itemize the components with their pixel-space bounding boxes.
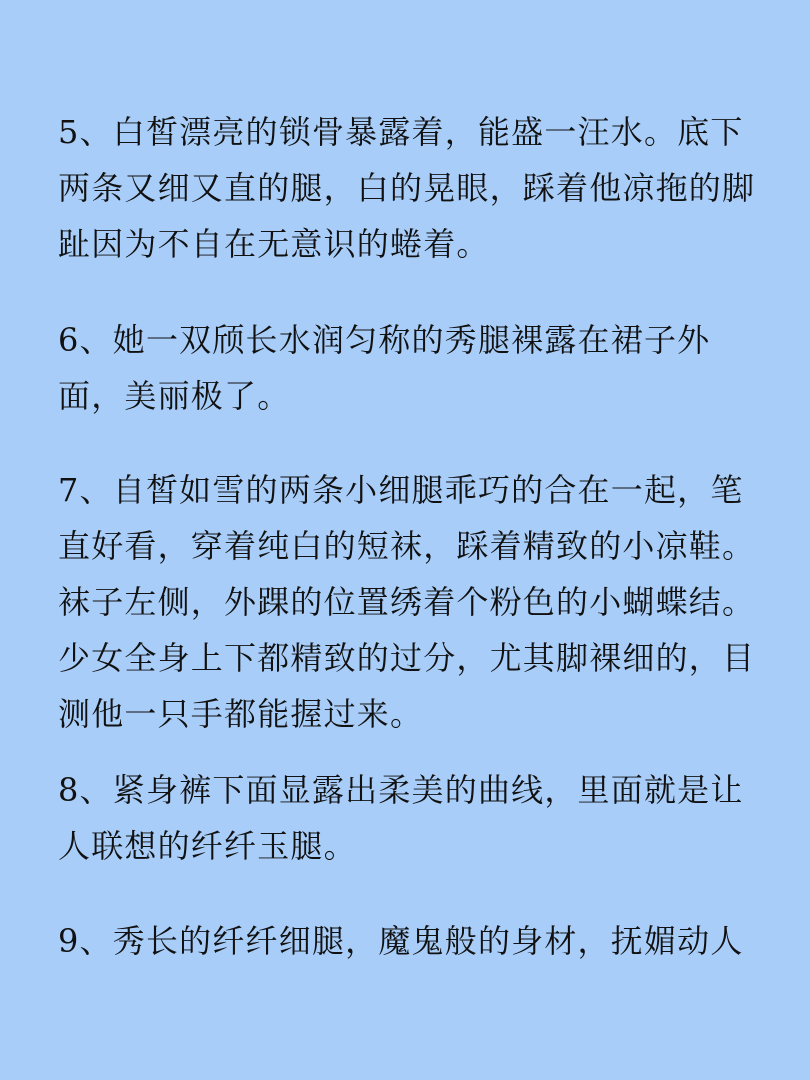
paragraph-5: 5、白皙漂亮的锁骨暴露着，能盛一汪水。底下两条又细又直的腿，白的晃眼，踩着他凉拖的脚趾因为不自在无意识的蜷着。	[58, 113, 756, 263]
paragraph-8: 8、紧身裤下面显露出柔美的曲线，里面就是让人联想的纤纤玉腿。	[58, 771, 744, 865]
paragraph-6: 6、她一双颀长水润匀称的秀腿裸露在裙子外面，美丽极了。	[58, 321, 711, 415]
paragraph-7: 7、自皙如雪的两条小细腿乖巧的合在一起，笔直好看，穿着纯白的短袜，踩着精致的小凉鞋。袜子左侧，外踝的位置绣着个粉色的小蝴蝶结。少女全身上下都精致的过分，尤其脚裸细的，目测他一只手都能握过来。	[58, 471, 756, 733]
paragraph-9: 9、秀长的纤纤细腿，魔鬼般的身材，抚媚动人	[58, 922, 744, 960]
